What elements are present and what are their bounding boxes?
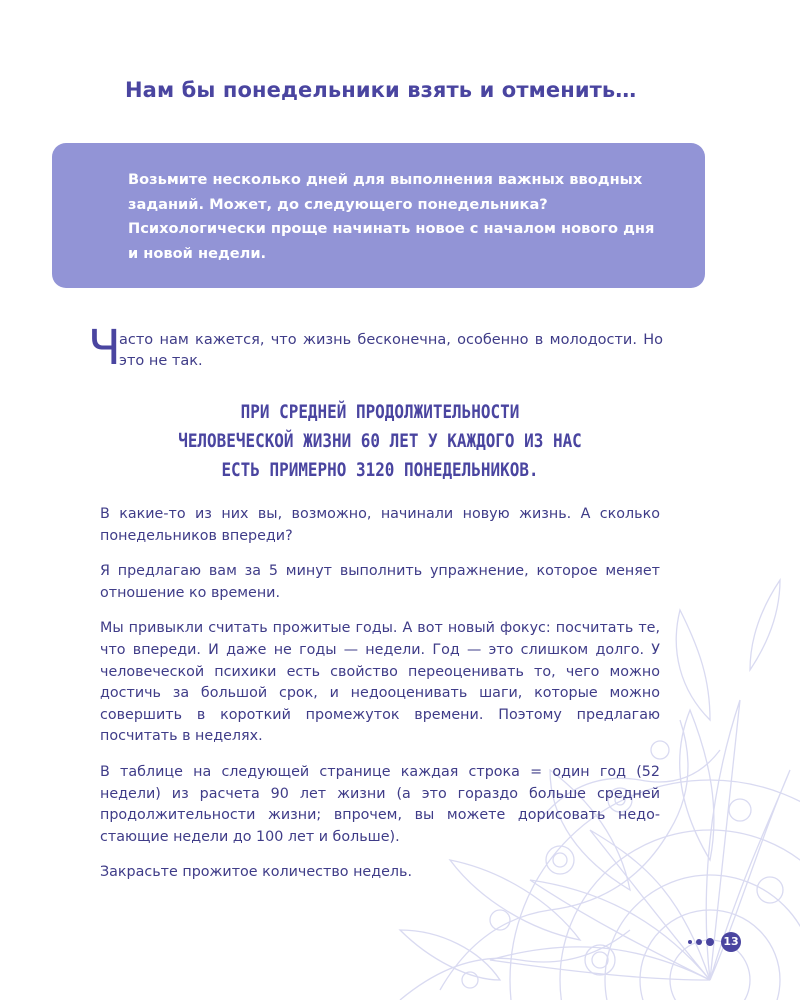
- page-number: 13: [721, 932, 741, 952]
- callout-text: Возьмите несколько дней для выполнения важных вводных заданий. Может, до следующего понедельника? Психологически проще начинать новое с началом нового дня и новой недели.: [128, 171, 655, 262]
- dot-medium-icon: [706, 938, 714, 946]
- body-paragraph-3: Мы привыкли считать прожитые годы. А вот новый фокус: посчитать те, что впереди. И даже не годы — недели. Год — это слишком долго. У человеческой психики есть свойство переоценивать то, чего можно достичь за большой срок, и недооценивать шаги, которые можно совершить в короткий промежуток времени. Поэтому предлагаю посчитать в неделях.: [100, 620, 660, 745]
- pull-quote: [145, 398, 615, 485]
- pull-quote-line-2: ЧЕЛОВЕЧЕСКОЙ ЖИЗНИ 60 ЛЕТ У КАЖДОГО ИЗ НАС: [178, 430, 582, 452]
- body-paragraph-4: В таблице на следующей странице каждая строка = один год (52 недели) из расчета 90 лет жизни (а это гораздо больше средней продолжительности жизни; впрочем, вы можете дорисовать недостающие недели до 100 лет и больше).: [100, 763, 660, 845]
- intro-text: асто нам кажется, что жизнь бесконечна, особенно в молодости. Но это не так.: [119, 332, 663, 369]
- pull-quote-line-3: ЕСТЬ ПРИМЕРНО 3120 ПОНЕДЕЛЬНИКОВ.: [221, 459, 539, 481]
- intro-paragraph: [88, 320, 663, 376]
- page-heading: Нам бы понедельники взять и отменить…: [125, 78, 637, 102]
- body-text: [100, 504, 660, 898]
- callout-box: [52, 143, 705, 288]
- dot-small-icon: [696, 939, 702, 945]
- body-paragraph-5: Закрасьте прожитое количество недель.: [100, 864, 413, 881]
- body-paragraph-1: В какие-то из них вы, возможно, начинали новую жизнь. А сколько понедельников впереди?: [100, 506, 660, 544]
- pull-quote-line-1: ПРИ СРЕДНЕЙ ПРОДОЛЖИТЕЛЬНОСТИ: [240, 401, 520, 423]
- drop-cap: Ч: [88, 320, 121, 376]
- dot-small-icon: [688, 940, 692, 944]
- page-number-marker: [684, 932, 744, 952]
- body-paragraph-2: Я предлагаю вам за 5 минут выполнить упражнение, которое меняет отношение ко времени.: [100, 563, 660, 601]
